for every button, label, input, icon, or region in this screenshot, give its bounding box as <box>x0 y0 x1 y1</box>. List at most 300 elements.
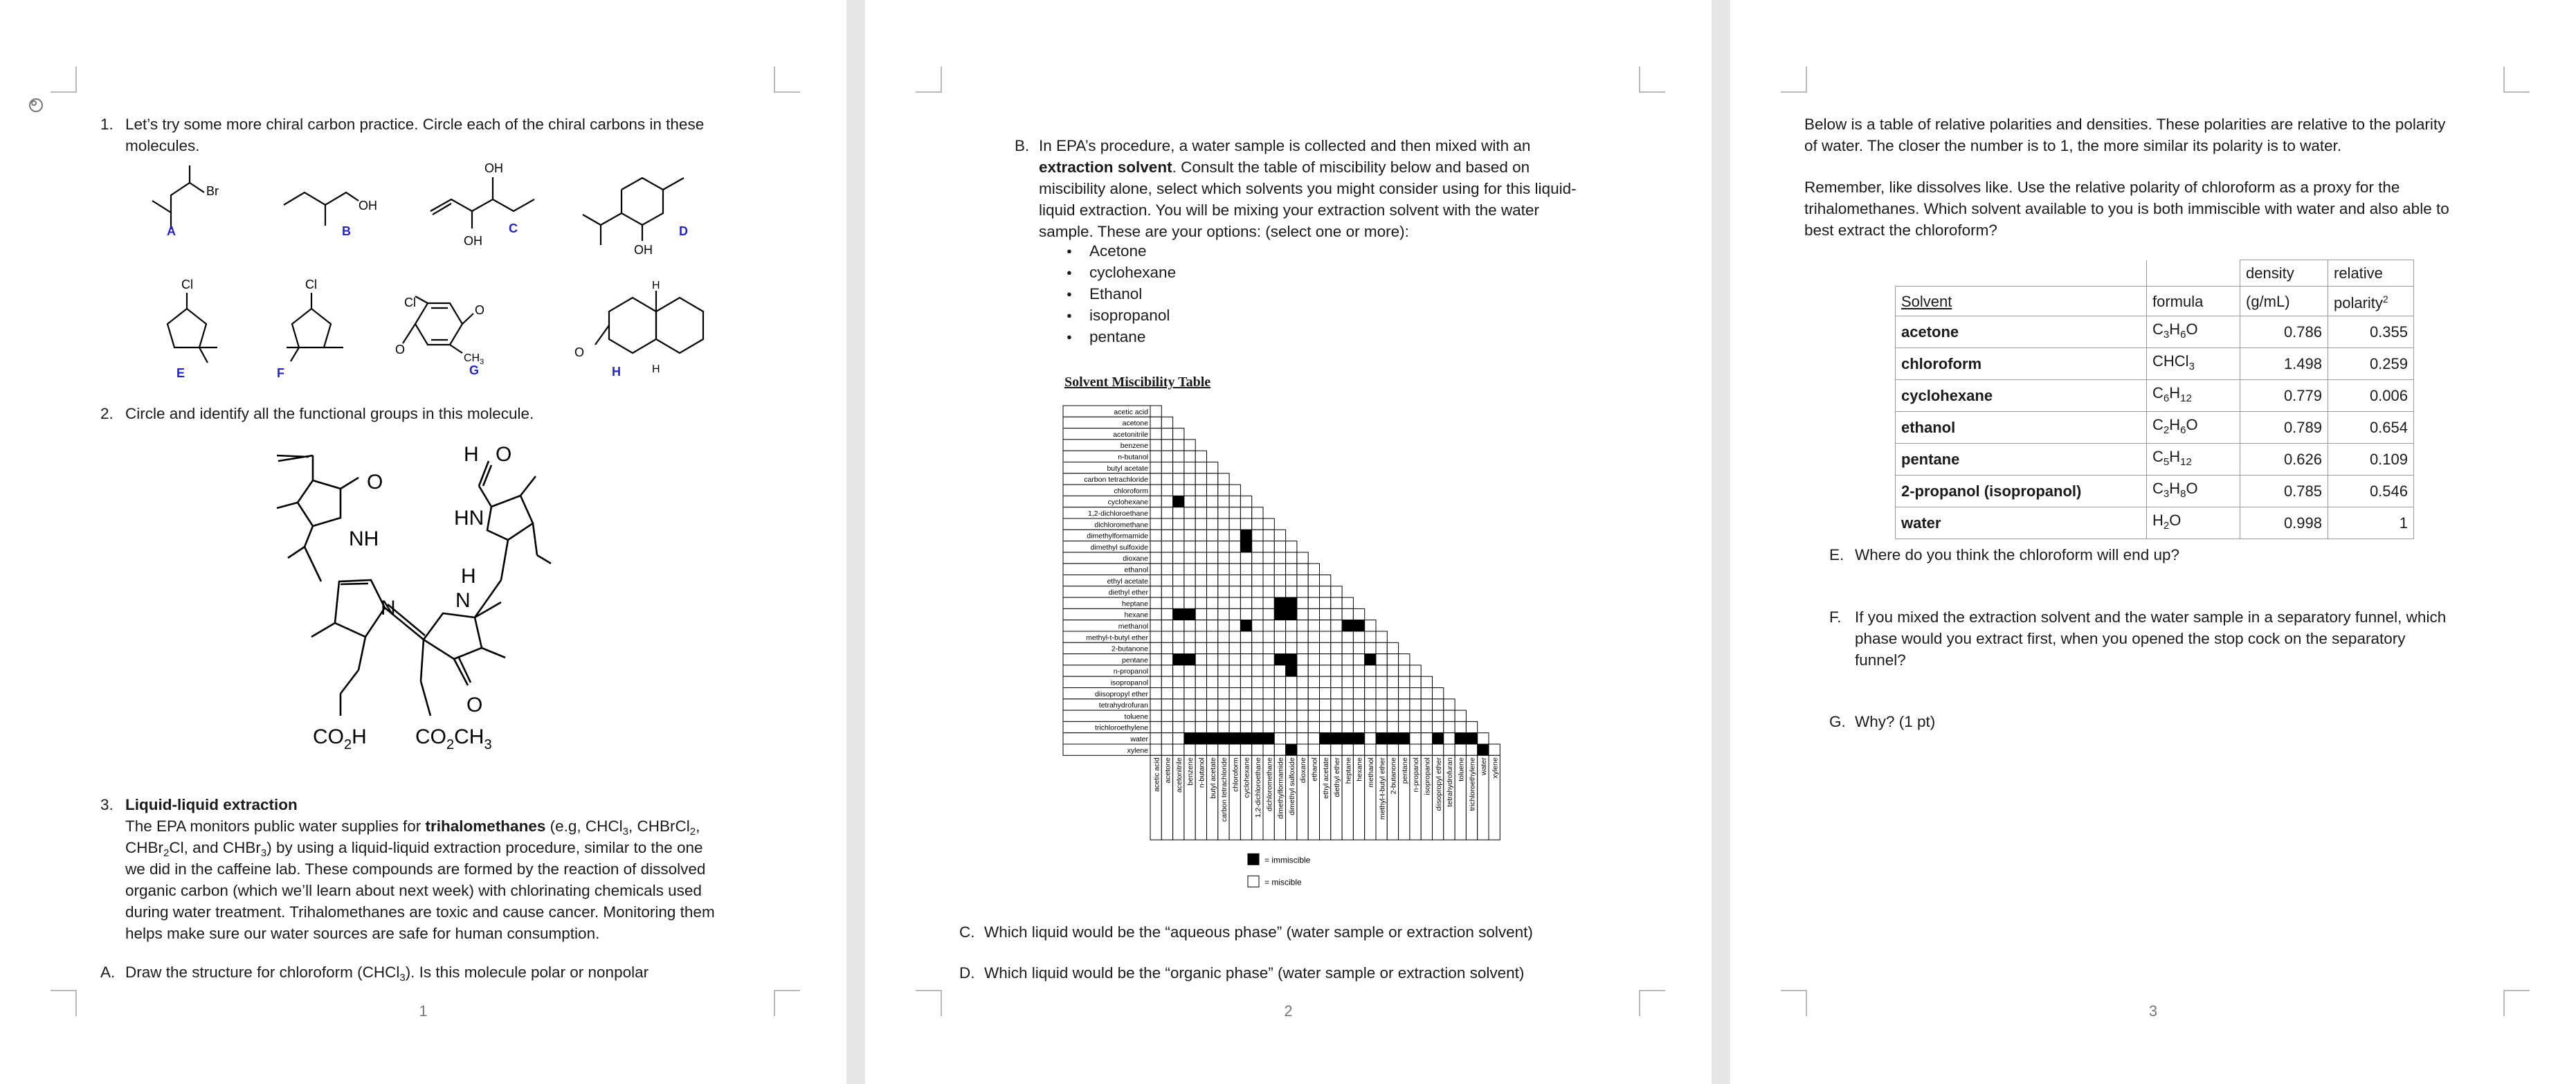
miscible-cell <box>1240 699 1251 710</box>
miscible-cell <box>1274 721 1285 732</box>
miscible-cell <box>1455 710 1466 721</box>
question-b-line: extraction solvent. Consult the table of miscibility below and based on <box>1039 159 1530 176</box>
miscible-cell <box>1150 552 1161 563</box>
svg-text:O: O <box>475 303 485 317</box>
miscible-cell <box>1410 699 1421 710</box>
header-polarity: relative <box>2328 260 2414 287</box>
miscible-cell <box>1218 507 1229 518</box>
column-label: methyl-t-butyl ether <box>1378 757 1387 820</box>
intro-line: of water. The closer the number is to 1, the more similar its polarity is to water. <box>1804 137 2342 154</box>
miscible-cell <box>1286 699 1297 710</box>
svg-text:A: A <box>167 224 176 238</box>
svg-text:F: F <box>277 366 284 380</box>
miscible-cell <box>1184 473 1195 485</box>
miscible-cell <box>1229 744 1240 755</box>
miscible-cell <box>1150 406 1161 417</box>
miscible-cell <box>1218 485 1229 496</box>
miscible-cell <box>1308 744 1319 755</box>
miscible-cell <box>1229 586 1240 597</box>
miscible-cell <box>1353 676 1364 687</box>
miscible-cell <box>1173 631 1184 642</box>
row-label: n-propanol <box>1113 667 1148 676</box>
miscible-cell <box>1353 699 1364 710</box>
miscible-cell <box>1173 563 1184 575</box>
miscible-cell <box>1240 496 1251 507</box>
question-3-line: CHBr$_2$Cl, and CHBr$_3$) by using a liquid-liquid extraction procedure, similar to the one <box>125 839 703 859</box>
miscible-cell <box>1421 744 1432 755</box>
miscible-cell <box>1195 620 1206 631</box>
miscible-cell <box>1320 665 1331 676</box>
miscible-cell <box>1274 699 1285 710</box>
miscible-cell <box>1387 654 1398 665</box>
miscible-cell <box>1252 642 1263 653</box>
miscible-cell <box>1376 744 1387 755</box>
column-label: acetone <box>1163 757 1172 784</box>
miscible-cell <box>1353 688 1364 699</box>
row-label: heptane <box>1122 599 1148 608</box>
miscible-cell <box>1184 631 1195 642</box>
miscible-cell <box>1229 530 1240 541</box>
miscible-cell <box>1274 541 1285 552</box>
miscible-cell <box>1274 530 1285 541</box>
row-label: methyl-t-butyl ether <box>1086 633 1148 642</box>
miscible-cell <box>1286 620 1297 631</box>
miscible-cell <box>1365 676 1376 687</box>
miscible-cell <box>1297 620 1308 631</box>
miscible-cell <box>1150 688 1161 699</box>
miscible-cell <box>1173 721 1184 732</box>
miscible-cell <box>1286 552 1297 563</box>
miscible-cell <box>1365 744 1376 755</box>
miscible-cell <box>1240 665 1251 676</box>
crop-mark <box>1781 66 1807 93</box>
crop-mark <box>774 66 800 93</box>
miscible-cell <box>1161 642 1172 653</box>
row-label: tetrahydrofuran <box>1098 701 1148 710</box>
miscible-cell <box>1218 699 1229 710</box>
immiscible-cell <box>1478 744 1489 755</box>
miscible-cell <box>1207 473 1218 485</box>
miscible-cell <box>1297 721 1308 732</box>
miscible-cell <box>1252 620 1263 631</box>
row-label: acetonitrile <box>1113 430 1148 439</box>
miscible-cell <box>1161 631 1172 642</box>
svg-text:HN: HN <box>454 507 484 530</box>
legend-immiscible-label: = immiscible <box>1264 855 1311 865</box>
row-label: diethyl ether <box>1108 588 1148 597</box>
miscible-cell <box>1387 665 1398 676</box>
miscible-cell <box>1399 688 1410 699</box>
svg-text:OH: OH <box>464 234 482 248</box>
miscible-cell <box>1184 485 1195 496</box>
miscible-cell <box>1399 721 1410 732</box>
miscible-cell <box>1263 710 1274 721</box>
miscible-cell <box>1263 631 1274 642</box>
immiscible-cell <box>1376 733 1387 744</box>
miscible-cell <box>1387 699 1398 710</box>
miscible-cell <box>1252 608 1263 620</box>
immiscible-cell <box>1274 654 1285 665</box>
question-1-line: Let’s try some more chiral carbon practice. Circle each of the chiral carbons in these <box>125 116 705 133</box>
option-item: ● Acetone <box>1064 240 1176 262</box>
miscible-cell <box>1195 462 1206 473</box>
miscible-cell <box>1399 676 1410 687</box>
miscible-cell <box>1376 676 1387 687</box>
miscible-cell <box>1218 496 1229 507</box>
miscible-cell <box>1195 597 1206 608</box>
svg-text:O: O <box>395 343 406 356</box>
miscible-cell <box>1150 428 1161 440</box>
miscible-cell <box>1207 699 1218 710</box>
miscible-cell <box>1150 642 1161 653</box>
miscible-cell <box>1286 642 1297 653</box>
column-label: dichloromethane <box>1265 757 1274 811</box>
column-label: tetrahydrofuran <box>1446 757 1455 807</box>
miscible-cell <box>1376 699 1387 710</box>
miscible-cell <box>1207 721 1218 732</box>
miscible-cell <box>1150 608 1161 620</box>
miscible-cell <box>1320 597 1331 608</box>
miscible-cell <box>1274 733 1285 744</box>
miscible-cell <box>1297 642 1308 653</box>
header-formula: formula <box>2147 287 2240 316</box>
miscible-cell <box>1376 721 1387 732</box>
miscible-cell <box>1161 451 1172 462</box>
svg-text:OH: OH <box>359 199 377 213</box>
miscible-cell <box>1297 699 1308 710</box>
crop-mark <box>51 66 77 93</box>
svg-text:O: O <box>466 694 483 716</box>
question-b-line: liquid extraction. You will be mixing your extraction solvent with the water <box>1039 201 1539 219</box>
miscible-cell <box>1240 586 1251 597</box>
miscible-cell <box>1218 518 1229 530</box>
miscible-cell <box>1173 699 1184 710</box>
miscible-cell <box>1263 665 1274 676</box>
svg-text:O: O <box>496 443 512 466</box>
miscible-cell <box>1173 586 1184 597</box>
miscible-cell <box>1410 721 1421 732</box>
miscible-cell <box>1252 699 1263 710</box>
miscible-cell <box>1274 586 1285 597</box>
immiscible-cell <box>1387 733 1398 744</box>
miscible-cell <box>1207 608 1218 620</box>
svg-text:N: N <box>455 589 471 612</box>
svg-text:OH: OH <box>634 243 653 257</box>
miscible-cell <box>1274 665 1285 676</box>
question-3-line: during water treatment. Trihalomethanes are toxic and cause cancer. Monitoring them <box>125 903 715 921</box>
miscible-cell <box>1150 586 1161 597</box>
miscible-cell <box>1455 721 1466 732</box>
immiscible-cell <box>1286 654 1297 665</box>
question-a-text: Draw the structure for chloroform (CHCl$_3$). Is this molecule polar or nonpolar <box>125 964 649 984</box>
svg-text:Cl: Cl <box>181 278 193 291</box>
immiscible-cell <box>1274 597 1285 608</box>
miscible-cell <box>1263 654 1274 665</box>
immiscible-cell <box>1218 733 1229 744</box>
miscible-cell <box>1229 710 1240 721</box>
miscible-cell <box>1150 563 1161 575</box>
miscible-cell <box>1150 496 1161 507</box>
column-label: pentane <box>1400 757 1409 784</box>
question-1-number: 1. <box>100 116 114 133</box>
miscible-cell <box>1274 744 1285 755</box>
miscible-cell <box>1421 710 1432 721</box>
anchor-icon[interactable] <box>26 96 46 115</box>
miscible-cell <box>1297 597 1308 608</box>
miscible-cell <box>1286 733 1297 744</box>
miscible-cell <box>1150 417 1161 428</box>
miscible-cell <box>1173 541 1184 552</box>
miscible-cell <box>1297 688 1308 699</box>
miscible-cell <box>1308 710 1319 721</box>
miscible-cell <box>1353 721 1364 732</box>
miscible-cell <box>1263 518 1274 530</box>
miscible-cell <box>1195 575 1206 586</box>
question-1-line: molecules. <box>125 137 200 154</box>
miscible-cell <box>1433 710 1444 721</box>
miscible-cell <box>1218 608 1229 620</box>
question-3-line: we did in the caffeine lab. These compounds are formed by the reaction of dissolved <box>125 860 706 878</box>
miscible-cell <box>1387 721 1398 732</box>
miscible-cell <box>1331 699 1342 710</box>
miscible-cell <box>1353 744 1364 755</box>
miscible-cell <box>1161 485 1172 496</box>
miscible-cell <box>1387 676 1398 687</box>
crop-mark <box>2503 66 2530 93</box>
svg-text:NH: NH <box>349 527 379 550</box>
miscible-cell <box>1161 620 1172 631</box>
miscible-cell <box>1195 688 1206 699</box>
miscible-cell <box>1342 721 1353 732</box>
miscible-cell <box>1433 688 1444 699</box>
miscible-cell <box>1173 665 1184 676</box>
miscible-cell <box>1229 552 1240 563</box>
miscible-cell <box>1161 462 1172 473</box>
miscible-cell <box>1274 642 1285 653</box>
miscible-cell <box>1308 665 1319 676</box>
miscible-cell <box>1240 552 1251 563</box>
miscible-cell <box>1207 688 1218 699</box>
miscible-cell <box>1320 608 1331 620</box>
miscible-cell <box>1365 721 1376 732</box>
miscible-cell <box>1410 676 1421 687</box>
question-b-letter: B. <box>1015 137 1030 154</box>
immiscible-cell <box>1286 744 1297 755</box>
miscible-cell <box>1150 485 1161 496</box>
miscible-cell <box>1308 620 1319 631</box>
miscible-cell <box>1195 552 1206 563</box>
immiscible-cell <box>1240 620 1251 631</box>
miscible-cell <box>1184 620 1195 631</box>
miscible-cell <box>1252 744 1263 755</box>
miscible-cell <box>1207 485 1218 496</box>
intro-line: trihalomethanes. Which solvent available to you is both immiscible with water and also able to <box>1804 200 2449 217</box>
miscible-cell <box>1376 665 1387 676</box>
miscible-cell <box>1320 654 1331 665</box>
miscible-cell <box>1173 451 1184 462</box>
miscibility-table <box>1062 401 1500 900</box>
miscible-cell <box>1240 676 1251 687</box>
legend-miscible-swatch <box>1248 876 1259 887</box>
row-label: 2-butanone <box>1111 644 1148 653</box>
row-label: ethyl acetate <box>1107 577 1148 586</box>
header-density-unit: (g/mL) <box>2240 287 2328 316</box>
miscible-cell <box>1184 440 1195 451</box>
table-row: cyclohexane $C_6H_{12}$ 0.779 0.006 <box>1896 380 2414 412</box>
miscible-cell <box>1240 710 1251 721</box>
miscible-cell <box>1161 417 1172 428</box>
miscible-cell <box>1263 530 1274 541</box>
miscible-cell <box>1286 586 1297 597</box>
miscible-cell <box>1320 586 1331 597</box>
miscible-cell <box>1331 665 1342 676</box>
miscible-cell <box>1207 586 1218 597</box>
miscible-cell <box>1184 597 1195 608</box>
immiscible-cell <box>1184 654 1195 665</box>
miscible-cell <box>1195 496 1206 507</box>
miscible-cell <box>1342 699 1353 710</box>
miscible-cell <box>1252 507 1263 518</box>
miscible-cell <box>1173 642 1184 653</box>
question-3-line: organic carbon (which we’ll learn about next week) with chlorinating chemicals used <box>125 882 702 899</box>
miscible-cell <box>1365 688 1376 699</box>
miscible-cell <box>1150 721 1161 732</box>
miscible-cell <box>1376 642 1387 653</box>
miscible-cell <box>1150 575 1161 586</box>
miscible-cell <box>1263 586 1274 597</box>
miscible-cell <box>1410 744 1421 755</box>
miscible-cell <box>1421 733 1432 744</box>
miscible-cell <box>1195 530 1206 541</box>
miscible-cell <box>1207 620 1218 631</box>
table-row: 2-propanol (isopropanol) $C_3H_8O$ 0.785 0.546 <box>1896 476 2414 507</box>
row-label: acetic acid <box>1114 408 1148 417</box>
miscible-cell <box>1387 710 1398 721</box>
miscible-cell <box>1150 699 1161 710</box>
miscible-cell <box>1353 642 1364 653</box>
miscible-cell <box>1207 563 1218 575</box>
miscible-cell <box>1286 575 1297 586</box>
miscible-cell <box>1218 530 1229 541</box>
miscible-cell <box>1207 744 1218 755</box>
miscible-cell <box>1320 575 1331 586</box>
miscible-cell <box>1387 688 1398 699</box>
miscible-cell <box>1207 665 1218 676</box>
miscible-cell <box>1161 507 1172 518</box>
immiscible-cell <box>1353 620 1364 631</box>
miscible-cell <box>1195 541 1206 552</box>
question-e-letter: E. <box>1829 546 1844 563</box>
question-3-number: 3. <box>100 796 114 813</box>
svg-text:O: O <box>574 345 585 359</box>
column-label: n-butanol <box>1197 757 1206 788</box>
miscible-cell <box>1387 642 1398 653</box>
miscible-cell <box>1240 597 1251 608</box>
crop-mark <box>916 66 942 93</box>
chiral-molecules-row-1 <box>138 159 803 257</box>
miscible-cell <box>1229 676 1240 687</box>
miscible-cell <box>1173 597 1184 608</box>
miscible-cell <box>1150 665 1161 676</box>
miscible-cell <box>1195 710 1206 721</box>
miscible-cell <box>1207 496 1218 507</box>
miscible-cell <box>1308 688 1319 699</box>
svg-text:O: O <box>367 471 383 494</box>
row-label: dioxane <box>1123 554 1148 563</box>
table-row: ethanol $C_2H_6O$ 0.789 0.654 <box>1896 412 2414 444</box>
miscible-cell <box>1331 721 1342 732</box>
option-item: ● isopropanol <box>1064 305 1176 326</box>
row-label: cyclohexane <box>1107 498 1148 507</box>
miscible-cell <box>1297 552 1308 563</box>
miscible-cell <box>1150 440 1161 451</box>
miscible-cell <box>1207 541 1218 552</box>
miscible-cell <box>1207 654 1218 665</box>
miscible-cell <box>1184 530 1195 541</box>
column-label: n-propanol <box>1412 757 1421 793</box>
miscible-cell <box>1184 744 1195 755</box>
miscible-cell <box>1218 597 1229 608</box>
miscible-cell <box>1240 507 1251 518</box>
row-label: hexane <box>1124 611 1148 620</box>
page-number: 1 <box>419 1002 428 1020</box>
immiscible-cell <box>1184 733 1195 744</box>
miscible-cell <box>1218 665 1229 676</box>
miscible-cell <box>1342 710 1353 721</box>
miscible-cell <box>1308 631 1319 642</box>
miscible-cell <box>1297 710 1308 721</box>
miscible-cell <box>1387 744 1398 755</box>
miscible-cell <box>1252 597 1263 608</box>
question-3-line: helps make sure our water sources are safe for human consumption. <box>125 925 600 942</box>
column-label: isopropanol <box>1423 757 1432 795</box>
column-label: hexane <box>1355 757 1364 782</box>
miscible-cell <box>1331 608 1342 620</box>
immiscible-cell <box>1184 608 1195 620</box>
miscible-cell <box>1150 518 1161 530</box>
miscible-cell <box>1173 552 1184 563</box>
miscible-cell <box>1161 473 1172 485</box>
miscible-cell <box>1252 541 1263 552</box>
row-label: chloroform <box>1114 487 1148 496</box>
table-header-row <box>1896 260 2414 287</box>
miscible-cell <box>1376 688 1387 699</box>
miscible-cell <box>1286 631 1297 642</box>
miscible-cell <box>1161 575 1172 586</box>
miscible-cell <box>1240 688 1251 699</box>
svg-text:E: E <box>176 366 185 380</box>
question-c-text: Which liquid would be the “aqueous phase” (water sample or extraction solvent) <box>984 923 1533 941</box>
miscible-cell <box>1320 620 1331 631</box>
miscible-cell <box>1184 642 1195 653</box>
svg-text:H: H <box>652 363 660 375</box>
svg-text:H: H <box>652 280 660 291</box>
miscible-cell <box>1150 541 1161 552</box>
miscible-cell <box>1331 620 1342 631</box>
miscible-cell <box>1240 575 1251 586</box>
miscible-cell <box>1410 710 1421 721</box>
column-label: dimethyl sulfoxide <box>1287 757 1296 815</box>
miscible-cell <box>1399 654 1410 665</box>
svg-text:CO2H: $CO_2H$ <box>313 725 367 752</box>
miscible-cell <box>1353 710 1364 721</box>
miscible-cell <box>1150 631 1161 642</box>
row-label: trichloroethylene <box>1094 723 1148 732</box>
document-page-1 <box>0 0 846 1084</box>
miscible-cell <box>1274 688 1285 699</box>
miscible-cell <box>1410 665 1421 676</box>
miscible-cell <box>1240 563 1251 575</box>
